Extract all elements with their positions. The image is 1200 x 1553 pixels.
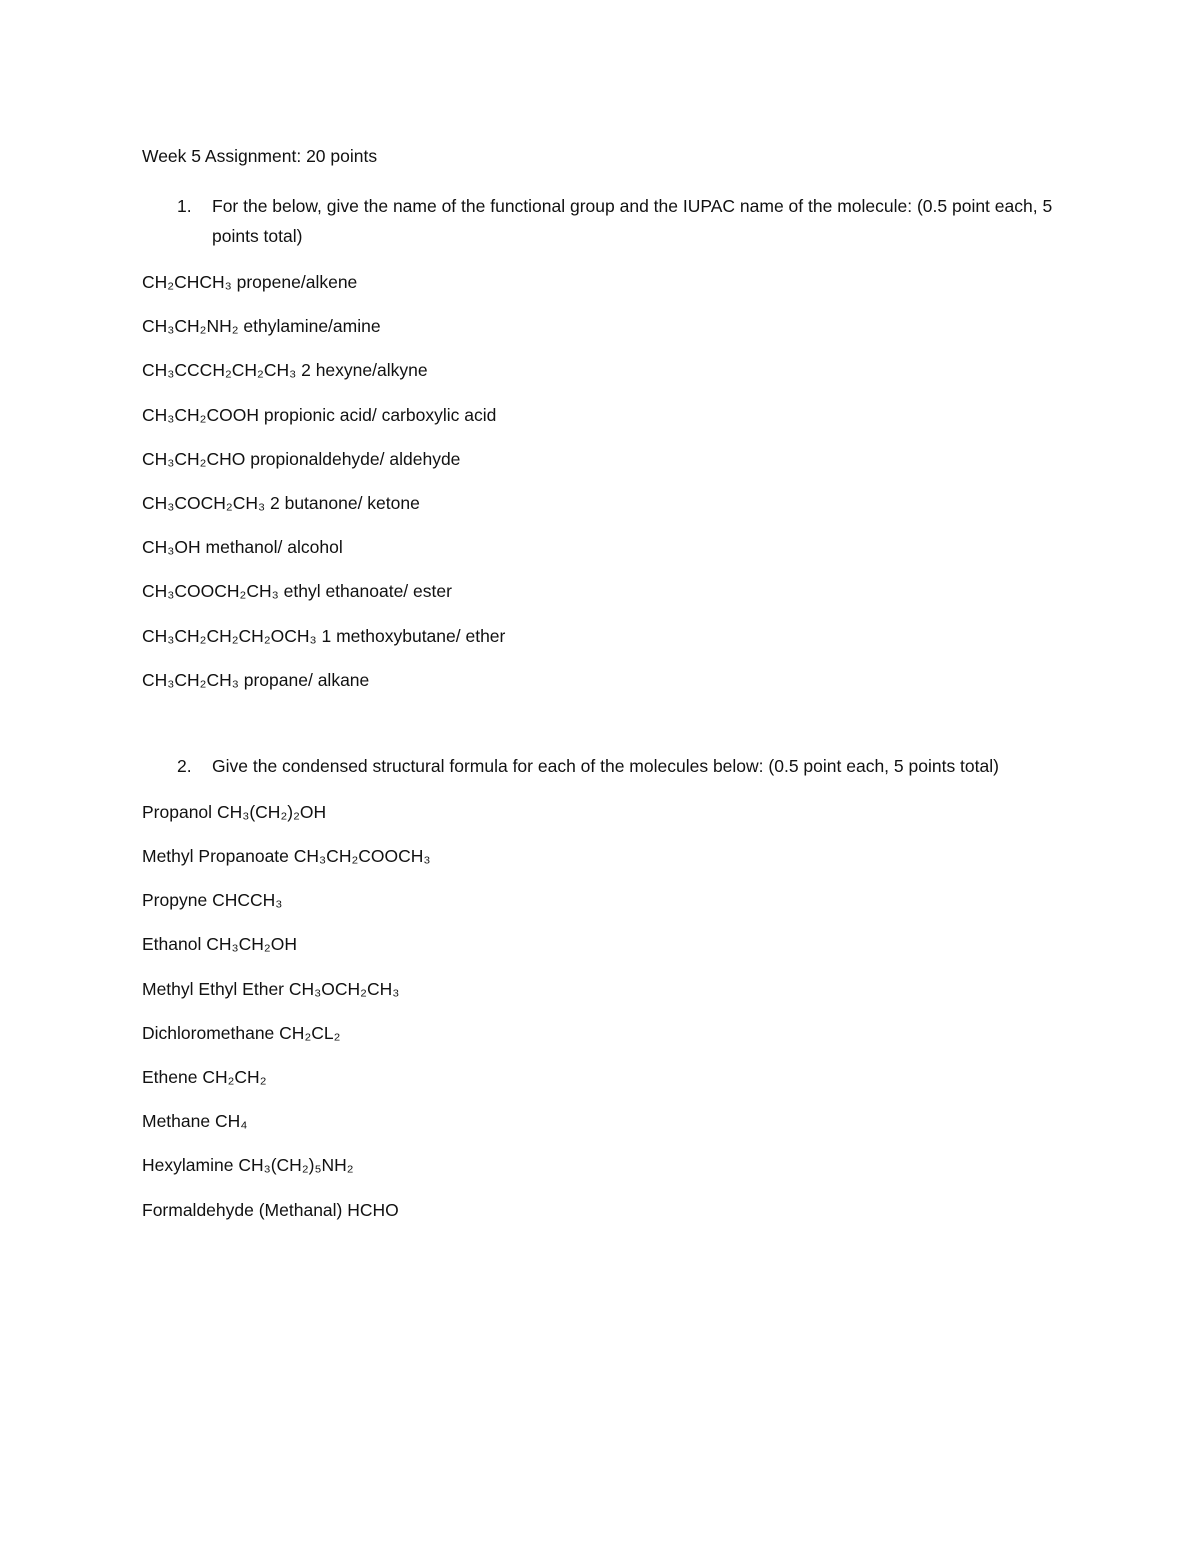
formula: CH₂CL₂ bbox=[279, 1022, 341, 1043]
formula: CH₂CHCH₃ bbox=[142, 272, 232, 292]
answer-line bbox=[142, 667, 1072, 711]
answer-line bbox=[142, 843, 1072, 887]
formula: CH₃OH bbox=[142, 537, 201, 558]
molecule-name: Methyl Propanoate bbox=[142, 846, 289, 867]
question-prompt: For the below, give the name of the functional group and the IUPAC name of the molecule: (0.5 point each, 5 points total) bbox=[212, 196, 1053, 246]
formula: CH₃CH₂CHO bbox=[142, 448, 246, 469]
answer: propionaldehyde/ aldehyde bbox=[250, 448, 461, 469]
section-spacer bbox=[142, 711, 1072, 751]
answer-line bbox=[142, 313, 1072, 357]
answer: propane/ alkane bbox=[243, 669, 370, 690]
answer-line bbox=[142, 887, 1072, 931]
formula: CH₃CH₂COOCH₃ bbox=[293, 846, 431, 867]
answer-line bbox=[142, 1020, 1072, 1064]
answer-line bbox=[142, 1152, 1072, 1196]
formula: CH₃(CH₂)₅NH₂ bbox=[238, 1155, 354, 1176]
molecule-name: Propanol bbox=[142, 801, 213, 822]
formula: CH₃(CH₂)₂OH bbox=[216, 801, 327, 822]
answer-line bbox=[142, 402, 1072, 446]
formula: CH₃CH₂NH₂ bbox=[142, 316, 239, 337]
question-1-answers bbox=[142, 269, 1072, 711]
answer-line bbox=[142, 1064, 1072, 1108]
answer: ethyl ethanoate/ ester bbox=[283, 581, 452, 602]
assignment-title: Week 5 Assignment: 20 points bbox=[142, 146, 378, 166]
answer: propene/alkene bbox=[236, 272, 358, 292]
answer-line bbox=[142, 1108, 1072, 1152]
question-2 bbox=[142, 751, 1072, 781]
molecule-name: Dichloromethane bbox=[142, 1022, 275, 1043]
molecule-name: Methane bbox=[142, 1111, 211, 1132]
question-number: 2. bbox=[177, 755, 192, 776]
document-body bbox=[142, 143, 1072, 1241]
molecule-name: Methyl Ethyl Ether bbox=[142, 978, 284, 999]
formula: CH₃CCCH₂CH₂CH₃ bbox=[142, 360, 297, 381]
question-prompt: Give the condensed structural formula for each of the molecules below: (0.5 point each, 5 points total) bbox=[212, 755, 999, 776]
formula: CH₃CH₂OH bbox=[206, 934, 297, 955]
molecule-name: Hexylamine bbox=[142, 1155, 234, 1176]
answer-line bbox=[142, 623, 1072, 667]
question-2-answers bbox=[142, 799, 1072, 1241]
answer: methanol/ alcohol bbox=[205, 537, 343, 558]
formula: CH₃OCH₂CH₃ bbox=[288, 978, 400, 999]
formula: CH₃CH₂COOH bbox=[142, 404, 259, 425]
formula: CH₄ bbox=[214, 1111, 248, 1132]
formula: HCHO bbox=[347, 1199, 399, 1220]
answer-line bbox=[142, 490, 1072, 534]
molecule-name: Ethanol bbox=[142, 934, 202, 955]
answer: 1 methoxybutane/ ether bbox=[321, 625, 506, 646]
answer: ethylamine/amine bbox=[243, 316, 381, 337]
answer: 2 hexyne/alkyne bbox=[301, 360, 428, 381]
answer-line bbox=[142, 534, 1072, 578]
formula: CH₃COOCH₂CH₃ bbox=[142, 581, 279, 602]
answer-line bbox=[142, 446, 1072, 490]
formula: CH₂CH₂ bbox=[202, 1067, 267, 1087]
formula: CH₃COCH₂CH₃ bbox=[142, 492, 266, 513]
answer-line bbox=[142, 931, 1072, 975]
molecule-name: Propyne bbox=[142, 890, 208, 911]
answer-line bbox=[142, 578, 1072, 622]
formula: CH₃CH₂CH₂CH₂OCH₃ bbox=[142, 625, 317, 646]
answer-line bbox=[142, 357, 1072, 401]
answer-line bbox=[142, 799, 1072, 843]
molecule-name: Ethene bbox=[142, 1067, 198, 1087]
answer-line bbox=[142, 269, 1072, 313]
formula: CHCCH₃ bbox=[212, 890, 283, 911]
molecule-name: Formaldehyde (Methanal) bbox=[142, 1199, 343, 1220]
question-1 bbox=[142, 191, 1072, 251]
formula: CH₃CH₂CH₃ bbox=[142, 669, 239, 690]
answer-line bbox=[142, 1197, 1072, 1241]
question-number: 1. bbox=[177, 196, 192, 216]
answer: 2 butanone/ ketone bbox=[270, 492, 420, 513]
answer: propionic acid/ carboxylic acid bbox=[263, 404, 497, 425]
answer-line bbox=[142, 976, 1072, 1020]
